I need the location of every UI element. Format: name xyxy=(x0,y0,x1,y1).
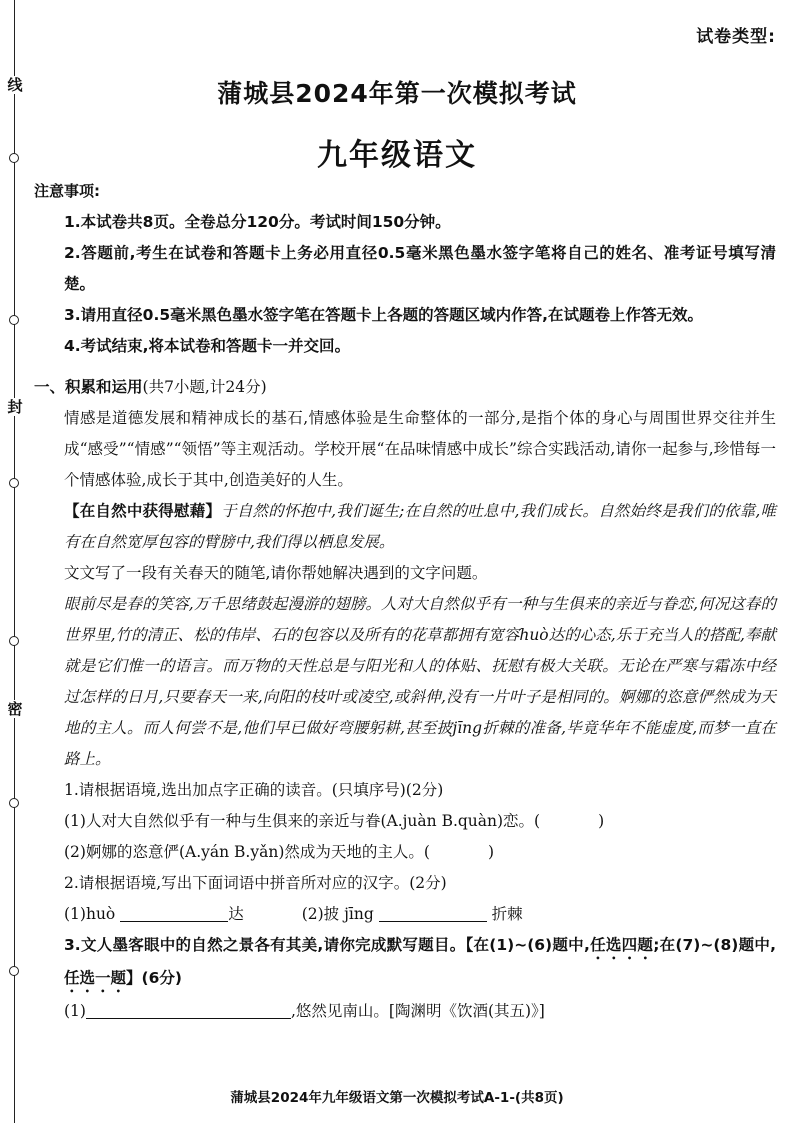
q2-stem: 2.请根据语境,写出下面词语中拼音所对应的汉字。(2分) xyxy=(64,874,447,892)
section-intro: 情感是道德发展和精神成长的基石,情感体验是生命整体的一部分,是指个体的身心与周围世界交往并生成“感受”“情感”“领悟”等主观活动。学校开展“在品味情感中成长”综合实践活动,请你一起参与,珍惜每一个情感体验,成长于其中,创造美好的人生。 xyxy=(64,409,776,489)
q3-stem-part1: 3.文人墨客眼中的自然之景各有其美,请你完成默写题目。【在(1)~(6)题中, xyxy=(64,936,590,954)
q1-item-2-close: ) xyxy=(487,843,494,861)
q3-stem-part2: ;在(7)~(8)题中, xyxy=(653,936,776,954)
page-footer: 蒲城县2024年九年级语文第一次模拟考试A-1-(共8页) xyxy=(230,1090,564,1106)
q3-item-1-number: (1) xyxy=(64,1002,86,1020)
binding-hole xyxy=(9,798,19,808)
essay-passage: 眼前尽是春的笑容,万千思绪鼓起漫游的翅膀。人对大自然似乎有一种与生俱来的亲近与眷恋,何况这春的世界里,竹的清正、松的伟岸、石的包容以及所有的花草都拥有宽容huò达的心态,乐于充当人的搭配,奉献就是它们惟一的语言。而万物的天性总是与阳光和人的体贴、抚慰有极大关联。无论在严寒与霜冻中经过怎样的日月,只要春天一来,向阳的枝叶或凌空,或斜伸,没有一片叶子是相同的。婀娜的恣意俨然成为天地的主人。而人何尝不是,他们早已做好弯腰躬耕,甚至披jīng折棘的准备,毕竟华年不能虚度,而梦一直在路上。 xyxy=(64,595,776,768)
binding-hole xyxy=(9,966,19,976)
subsection xyxy=(34,496,776,558)
q2-answer-blank-1[interactable] xyxy=(120,903,228,922)
binding-line-label: 线 xyxy=(3,76,27,94)
binding-hole xyxy=(9,478,19,488)
exam-body xyxy=(34,176,776,1027)
subsection-tag: 【在自然中获得慰藉】 xyxy=(64,502,222,520)
binding-hole xyxy=(9,315,19,325)
q2-items xyxy=(34,899,776,930)
notice-item-1: 1.本试卷共8页。全卷总分120分。考试时间150分钟。 xyxy=(64,213,451,231)
exam-title: 蒲城县2024年第一次模拟考试 xyxy=(217,79,577,108)
binding-seal-label: 封 xyxy=(3,398,27,416)
q1-item-1-close: ) xyxy=(598,812,605,830)
q3-emphasis-1: 任选四题 xyxy=(589,936,654,954)
subsection-text: 于自然的怀抱中,我们诞生;在自然的吐息中,我们成长。自然始终是我们的依靠,唯有在自然宽厚包容的臂膀中,我们得以栖息发展。 xyxy=(64,502,776,551)
q3-item-1 xyxy=(34,996,776,1027)
exam-subject: 九年级语文 xyxy=(317,138,477,173)
q1-item-1 xyxy=(34,806,776,837)
notice-item-4: 4.考试结束,将本试卷和答题卡一并交回。 xyxy=(64,337,351,355)
q3-stem xyxy=(34,930,776,996)
q1-item-2 xyxy=(34,837,776,868)
q2-item-1-pinyin: (1)huò xyxy=(64,905,116,923)
section-heading xyxy=(34,372,776,403)
q2-item-1-suffix: 达 xyxy=(228,905,244,923)
notice-item-2: 2.答题前,考生在试卷和答题卡上务必用直径0.5毫米黑色墨水签字笔将自己的姓名、准考证号填写清楚。 xyxy=(64,244,776,293)
q2-answer-blank-2[interactable] xyxy=(379,903,487,922)
q2-item-2-suffix: 折棘 xyxy=(491,905,523,923)
q1-item-1-text: (1)人对大自然似乎有一种与生俱来的亲近与眷(A.juàn B.quàn)恋。( xyxy=(64,812,541,830)
notice-item-3: 3.请用直径0.5毫米黑色墨水签字笔在答题卡上各题的答题区域内作答,在试题卷上作答无效。 xyxy=(64,306,704,324)
task-instruction: 文文写了一段有关春天的随笔,请你帮她解决遇到的文字问题。 xyxy=(64,564,488,582)
paper-type-label: 试卷类型: xyxy=(696,27,776,47)
section-score-note: (共7小题,计24分) xyxy=(142,378,267,396)
q2-item-2-pinyin: (2)披 jīng xyxy=(301,905,374,923)
section-title: 一、积累和运用 xyxy=(34,378,143,396)
q3-emphasis-2: 任选一题 xyxy=(64,969,127,987)
q3-stem-part3: 】(6分) xyxy=(126,969,182,987)
q3-answer-blank-1[interactable] xyxy=(86,1000,291,1019)
q1-item-2-text: (2)婀娜的恣意俨(A.yán B.yǎn)然成为天地的主人。( xyxy=(64,843,430,861)
q3-item-1-text: ,悠然见南山。[陶渊明《饮酒(其五)》] xyxy=(290,1002,545,1020)
binding-fold-label: 密 xyxy=(3,700,27,718)
binding-hole xyxy=(9,636,19,646)
q1-stem: 1.请根据语境,选出加点字正确的读音。(只填序号)(2分) xyxy=(64,781,444,799)
notice-title: 注意事项: xyxy=(34,182,100,200)
